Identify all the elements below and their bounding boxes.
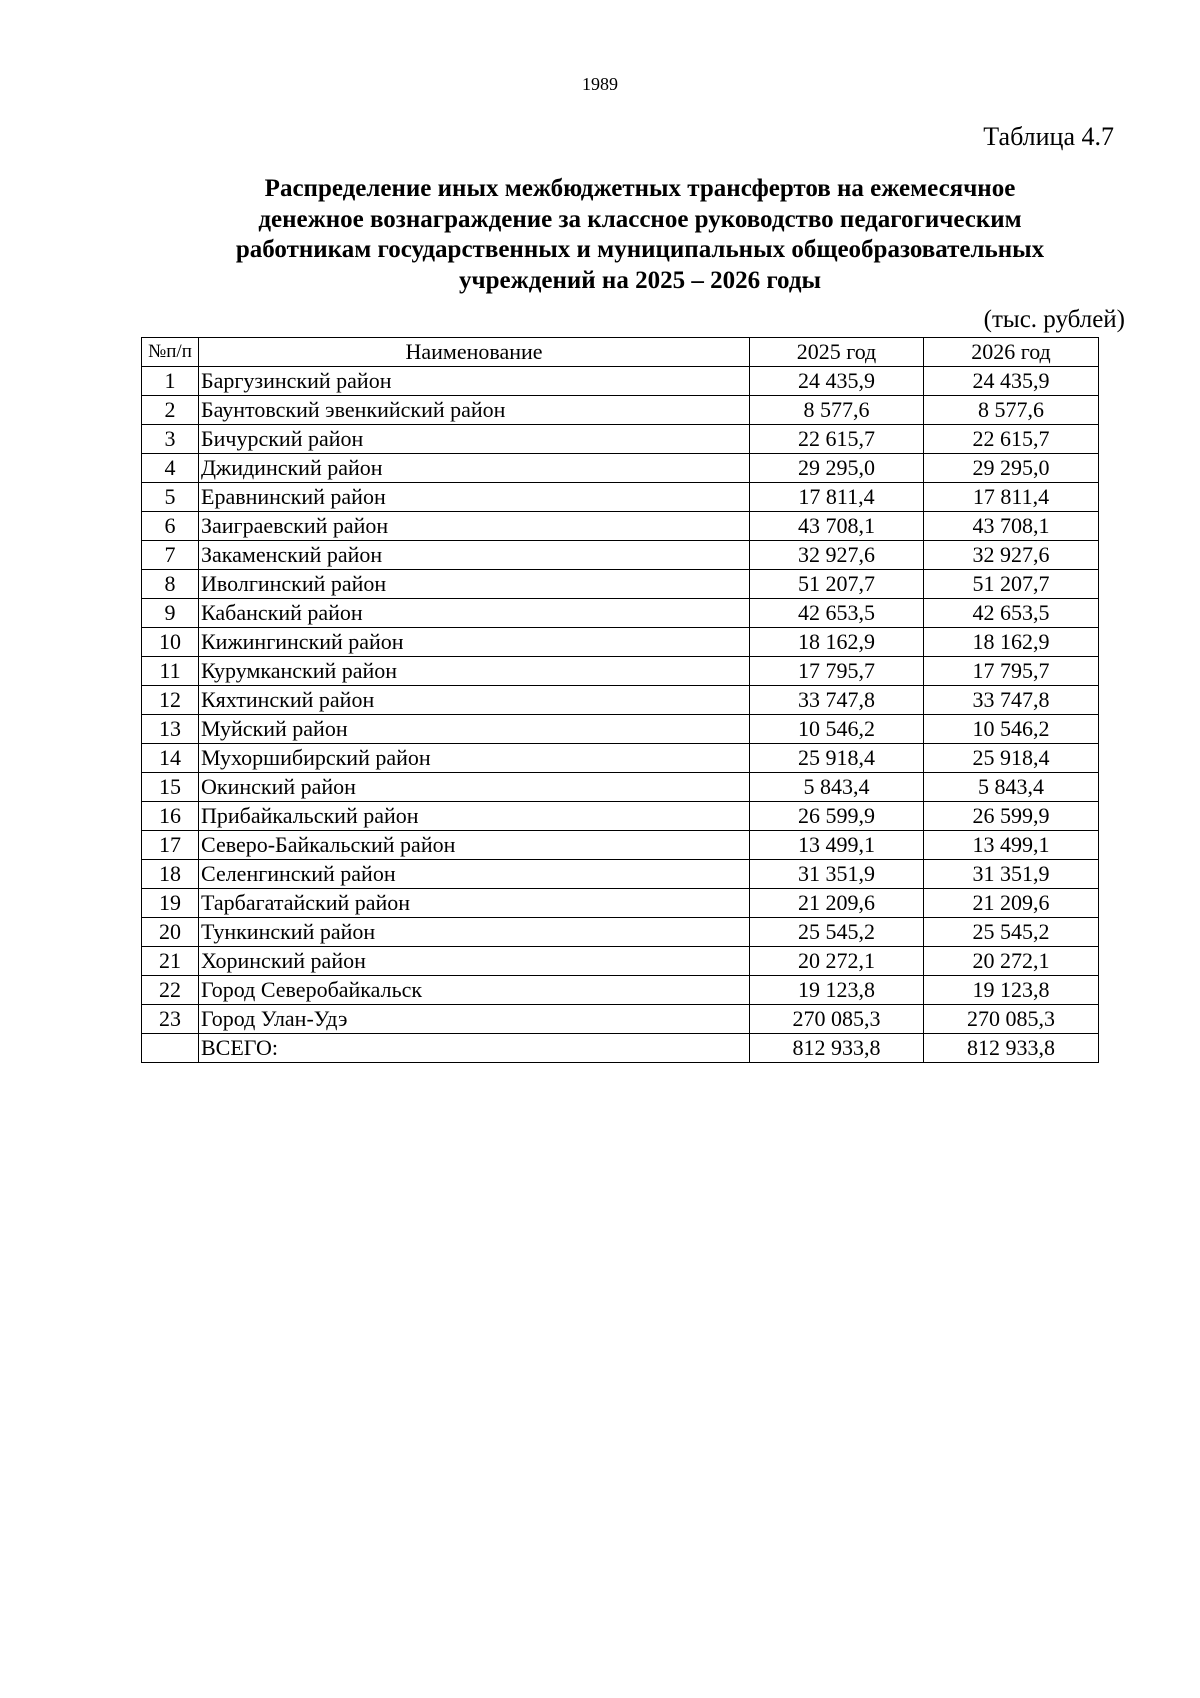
row-name: Тункинский район [199,918,750,947]
total-label: ВСЕГО: [199,1034,750,1063]
table-row [142,396,1099,425]
row-name: Тарбагатайский район [199,889,750,918]
row-name: Кабанский район [199,599,750,628]
table-row [142,425,1099,454]
row-value-2026: 25 918,4 [924,744,1099,773]
row-value-2025: 10 546,2 [750,715,924,744]
row-value-2026: 33 747,8 [924,686,1099,715]
heading-line: Распределение иных межбюджетных трансфертов на ежемесячное [264,175,1016,202]
row-value-2025: 22 615,7 [750,425,924,454]
table-row [142,947,1099,976]
table-row [142,512,1099,541]
row-value-2025: 42 653,5 [750,599,924,628]
row-value-2026: 19 123,8 [924,976,1099,1005]
row-value-2026: 22 615,7 [924,425,1099,454]
row-value-2026: 51 207,7 [924,570,1099,599]
row-number: 17 [142,831,199,860]
table-row [142,715,1099,744]
table-row [142,860,1099,889]
row-number: 10 [142,628,199,657]
row-number: 7 [142,541,199,570]
row-number: 23 [142,1005,199,1034]
row-value-2025: 51 207,7 [750,570,924,599]
row-number: 22 [142,976,199,1005]
row-name: Город Улан-Удэ [199,1005,750,1034]
row-name: Кижингинский район [199,628,750,657]
row-value-2025: 18 162,9 [750,628,924,657]
row-value-2025: 20 272,1 [750,947,924,976]
row-value-2026: 26 599,9 [924,802,1099,831]
row-number: 13 [142,715,199,744]
header-row [142,338,1099,367]
header-2025: 2025 год [750,338,924,367]
row-value-2026: 24 435,9 [924,367,1099,396]
units-note: (тыс. рублей) [983,306,1125,333]
row-name: Бичурский район [199,425,750,454]
row-value-2025: 8 577,6 [750,396,924,425]
total-2025: 812 933,8 [750,1034,924,1063]
row-number: 15 [142,773,199,802]
row-value-2025: 26 599,9 [750,802,924,831]
row-value-2025: 31 351,9 [750,860,924,889]
row-value-2026: 43 708,1 [924,512,1099,541]
header-2026: 2026 год [924,338,1099,367]
row-value-2025: 21 209,6 [750,889,924,918]
row-name: Город Северобайкальск [199,976,750,1005]
row-name: Еравнинский район [199,483,750,512]
row-value-2025: 19 123,8 [750,976,924,1005]
row-value-2025: 43 708,1 [750,512,924,541]
heading-line: работникам государственных и муниципальных общеобразовательных [235,236,1045,263]
row-number: 9 [142,599,199,628]
table-row [142,773,1099,802]
row-name: Северо-Байкальский район [199,831,750,860]
header-number: №п/п [142,338,199,367]
row-value-2026: 20 272,1 [924,947,1099,976]
table-heading [130,174,1150,296]
row-name: Кяхтинский район [199,686,750,715]
row-name: Иволгинский район [199,570,750,599]
row-number: 4 [142,454,199,483]
row-number: 6 [142,512,199,541]
row-value-2026: 31 351,9 [924,860,1099,889]
row-value-2026: 5 843,4 [924,773,1099,802]
row-value-2026: 25 545,2 [924,918,1099,947]
table-row [142,802,1099,831]
total-number [142,1034,199,1063]
table-row [142,367,1099,396]
row-name: Муйский район [199,715,750,744]
row-value-2025: 25 918,4 [750,744,924,773]
row-value-2026: 18 162,9 [924,628,1099,657]
row-number: 11 [142,657,199,686]
table-row [142,686,1099,715]
row-number: 1 [142,367,199,396]
table-row [142,889,1099,918]
row-name: Джидинский район [199,454,750,483]
row-value-2025: 13 499,1 [750,831,924,860]
row-number: 19 [142,889,199,918]
row-name: Хоринский район [199,947,750,976]
table-row [142,599,1099,628]
total-2026: 812 933,8 [924,1034,1099,1063]
row-value-2026: 17 795,7 [924,657,1099,686]
row-value-2025: 25 545,2 [750,918,924,947]
row-name: Мухоршибирский район [199,744,750,773]
table-row [142,831,1099,860]
heading-line: учреждений на 2025 – 2026 годы [458,266,821,294]
row-value-2026: 32 927,6 [924,541,1099,570]
row-value-2026: 17 811,4 [924,483,1099,512]
row-value-2025: 32 927,6 [750,541,924,570]
total-row [142,1034,1099,1063]
row-name: Курумканский район [199,657,750,686]
row-value-2026: 10 546,2 [924,715,1099,744]
table-row [142,454,1099,483]
transfers-table [141,337,1099,1063]
table-row [142,976,1099,1005]
row-value-2026: 21 209,6 [924,889,1099,918]
row-value-2025: 17 795,7 [750,657,924,686]
row-value-2025: 270 085,3 [750,1005,924,1034]
row-value-2025: 29 295,0 [750,454,924,483]
row-number: 3 [142,425,199,454]
table-row [142,541,1099,570]
table-row [142,657,1099,686]
row-value-2026: 8 577,6 [924,396,1099,425]
page-number: 1989 [582,74,618,94]
row-number: 2 [142,396,199,425]
row-number: 18 [142,860,199,889]
row-number: 8 [142,570,199,599]
table-row [142,1005,1099,1034]
row-number: 12 [142,686,199,715]
row-value-2026: 13 499,1 [924,831,1099,860]
row-value-2026: 29 295,0 [924,454,1099,483]
row-value-2026: 270 085,3 [924,1005,1099,1034]
header-name: Наименование [199,338,750,367]
table-row [142,483,1099,512]
row-value-2025: 5 843,4 [750,773,924,802]
row-name: Баунтовский эвенкийский район [199,396,750,425]
row-name: Окинский район [199,773,750,802]
row-number: 14 [142,744,199,773]
row-number: 21 [142,947,199,976]
row-name: Баргузинский район [199,367,750,396]
row-name: Селенгинский район [199,860,750,889]
table-body [142,367,1099,1034]
row-name: Закаменский район [199,541,750,570]
table-label: Таблица 4.7 [983,122,1114,151]
table-row [142,918,1099,947]
row-number: 20 [142,918,199,947]
row-name: Прибайкальский район [199,802,750,831]
row-number: 5 [142,483,199,512]
row-value-2026: 42 653,5 [924,599,1099,628]
row-value-2025: 24 435,9 [750,367,924,396]
table-row [142,744,1099,773]
row-name: Заиграевский район [199,512,750,541]
table-row [142,570,1099,599]
row-number: 16 [142,802,199,831]
heading-line: денежное вознаграждение за классное руководство педагогическим [258,205,1022,233]
row-value-2025: 17 811,4 [750,483,924,512]
table-row [142,628,1099,657]
row-value-2025: 33 747,8 [750,686,924,715]
